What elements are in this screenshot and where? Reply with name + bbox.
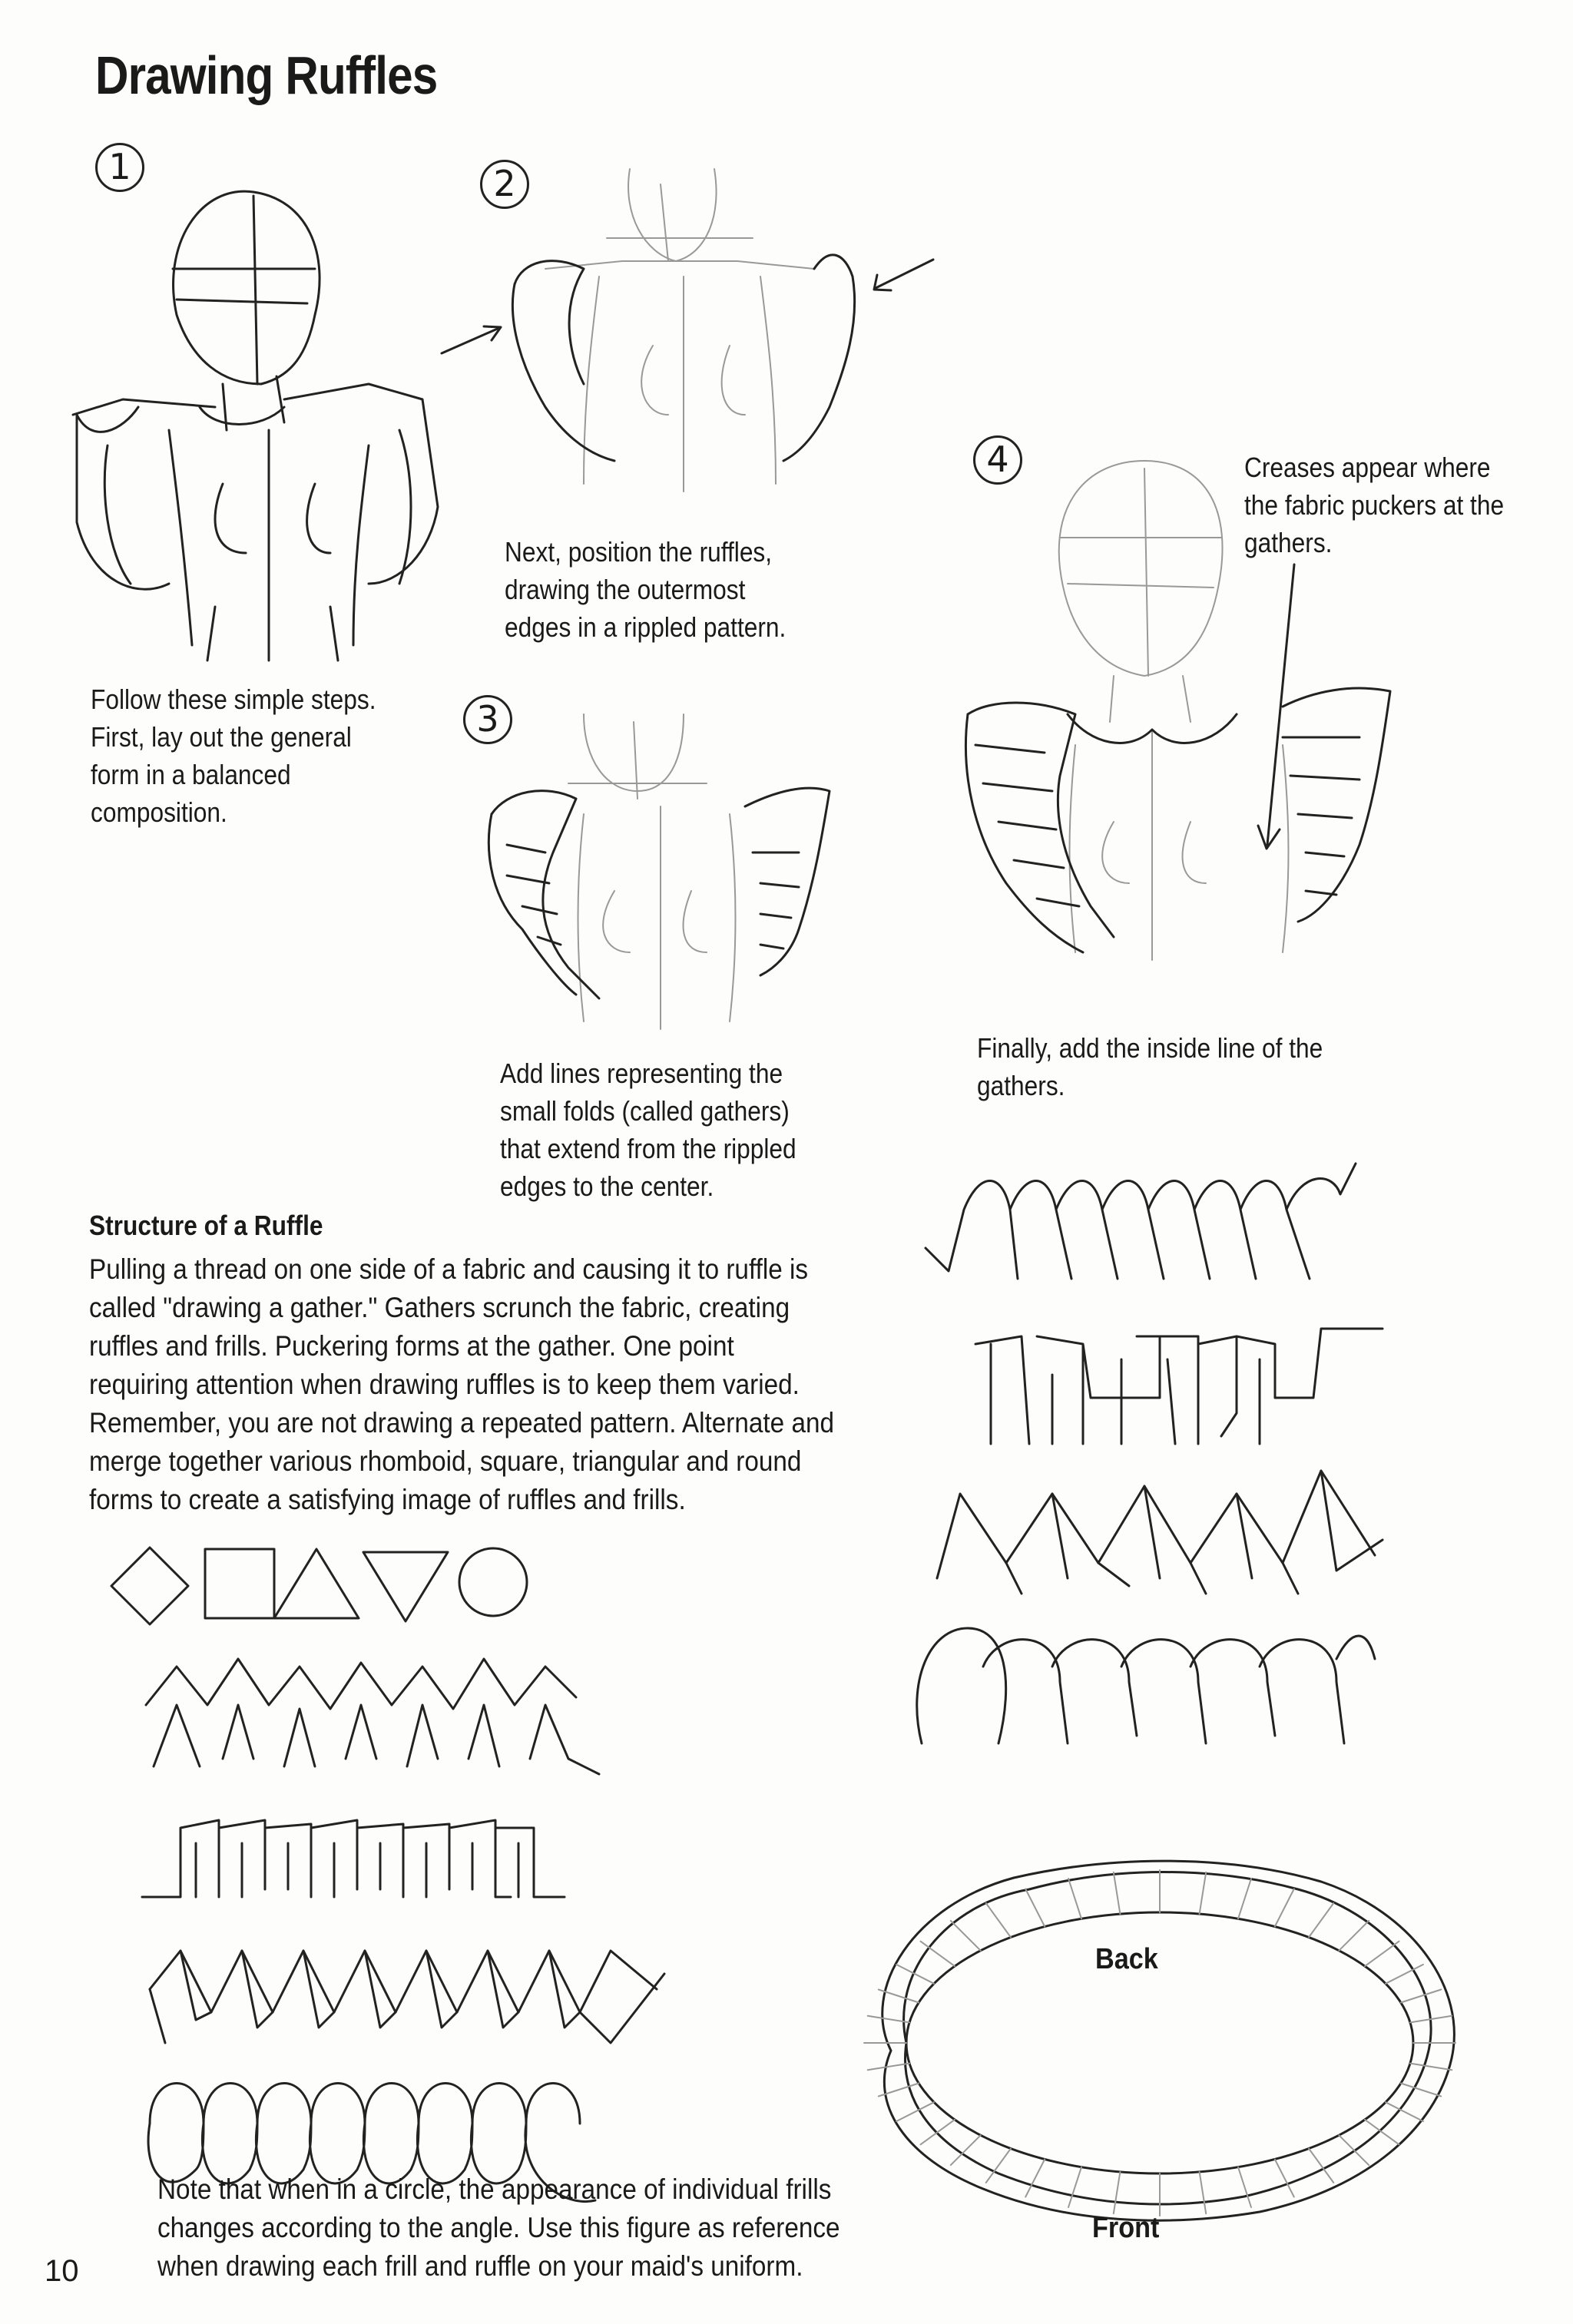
crease-arrow-icon: [1252, 561, 1298, 860]
oval-fold-line: [896, 1965, 934, 1984]
rhombus-icon: [108, 1544, 192, 1628]
step-2-caption-line: drawing the outermost: [505, 574, 746, 605]
oval-fold-line: [921, 2120, 955, 2144]
step-1-number: 1: [95, 143, 144, 192]
oval-fold-line: [1068, 2167, 1081, 2207]
step-4-caption: [977, 1029, 1323, 1104]
oval-fold-line: [1386, 1965, 1423, 1984]
step-3-caption-line: Add lines representing the: [500, 1058, 783, 1089]
oval-ruffle-figure: [845, 1859, 1475, 2227]
oval-fold-line: [1275, 1889, 1294, 1927]
step-1-caption-line: composition.: [91, 796, 227, 828]
step-1-caption-line: First, lay out the general: [91, 721, 352, 753]
oval-fold-line: [1200, 1872, 1207, 1914]
structure-heading: Structure of a Ruffle: [89, 1210, 323, 1241]
oval-label-front: Front: [1092, 2212, 1160, 2244]
ruffle-row-rhomboid: [138, 1644, 614, 1782]
step-3-number: 3: [463, 695, 512, 744]
arrow-left-icon: [438, 319, 507, 365]
ruffle-row-triangle: [134, 1928, 672, 2066]
oval-label-back: Back: [1095, 1943, 1158, 1975]
circle-note-line: changes according to the angle. Use this figure as reference: [157, 2212, 840, 2243]
step-3-caption-line: edges to the center.: [500, 1170, 714, 1202]
oval-fold-line: [1339, 1921, 1369, 1951]
crease-note-line: the fabric puckers at the: [1244, 489, 1505, 521]
step-3-caption-line: small folds (called gathers): [500, 1095, 790, 1127]
page-number: 10: [45, 2254, 79, 2288]
circle-note-line: Note that when in a circle, the appearance of individual frills: [157, 2173, 832, 2205]
circle-note: [157, 2170, 840, 2286]
step-2-number: 2: [480, 160, 529, 209]
oval-fold-line: [1238, 1879, 1251, 1918]
oval-fold-line: [1365, 1942, 1399, 1966]
oval-fold-line: [951, 1921, 981, 1951]
step-1-caption: [91, 680, 376, 831]
step-3-caption: [500, 1054, 796, 1205]
ruffle-row-pointed: [918, 1164, 1379, 1294]
oval-fold-line: [986, 1903, 1011, 1938]
circle-icon: [455, 1544, 532, 1621]
structure-line: called "drawing a gather." Gathers scrunch the fabric, creating: [89, 1292, 790, 1323]
oval-fold-line: [1275, 2160, 1294, 2197]
step-1-figure: [61, 154, 461, 676]
step-4-caption-line: Finally, add the inside line of the: [977, 1032, 1323, 1064]
structure-line: requiring attention when drawing ruffles is to keep them varied.: [89, 1369, 800, 1400]
square-icon: [201, 1545, 278, 1622]
structure-line: Pulling a thread on one side of a fabric and causing it to ruffle is: [89, 1253, 809, 1285]
triangle-icon: [270, 1545, 363, 1622]
structure-line: ruffles and frills. Puckering forms at the gather. One point: [89, 1330, 734, 1362]
step-3-caption-line: that extend from the rippled: [500, 1133, 796, 1164]
structure-line: Remember, you are not drawing a repeated pattern. Alternate and: [89, 1407, 835, 1438]
structure-body: [89, 1250, 834, 1519]
arrow-right-icon: [868, 253, 937, 300]
oval-fold-line: [1410, 2064, 1452, 2071]
crease-note-line: gathers.: [1244, 527, 1333, 558]
step-4-caption-line: gathers.: [977, 1070, 1065, 1101]
page-title: Drawing Ruffles: [95, 45, 438, 105]
inverted-triangle-icon: [359, 1548, 452, 1625]
crease-note: [1244, 449, 1504, 561]
oval-fold-line: [1114, 1872, 1121, 1914]
circle-note-line: when drawing each frill and ruffle on your maid's uniform.: [157, 2250, 803, 2282]
ruffle-row-bubble: [906, 1613, 1383, 1751]
oval-fold-line: [1068, 1879, 1081, 1918]
oval-fold-line: [1401, 1990, 1441, 2003]
structure-line: forms to create a satisfying image of ruffles and frills.: [89, 1484, 686, 1515]
step-4-number: 4: [973, 435, 1022, 485]
step-2-caption: [505, 533, 786, 646]
oval-fold-line: [1114, 2172, 1121, 2213]
step-1-caption-line: form in a balanced: [91, 759, 291, 790]
oval-fold-line: [1025, 1889, 1045, 1927]
step-3-figure: [476, 699, 845, 1037]
oval-fold-line: [1401, 2084, 1441, 2097]
oval-fold-line: [868, 2064, 909, 2071]
crease-note-line: Creases appear where: [1244, 452, 1491, 483]
oval-fold-line: [1025, 2160, 1045, 2197]
structure-line: merge together various rhomboid, square, triangular and round: [89, 1445, 802, 1477]
oval-fold-line: [1238, 2167, 1251, 2207]
step-2-caption-line: edges in a rippled pattern.: [505, 611, 786, 643]
step-2-caption-line: Next, position the ruffles,: [505, 536, 773, 568]
oval-fold-line: [1200, 2172, 1207, 2213]
oval-fold-line: [1309, 1903, 1333, 1938]
ruffle-row-block: [968, 1313, 1383, 1452]
oval-fold-line: [1339, 2135, 1369, 2165]
ruffle-row-spike: [929, 1463, 1390, 1601]
step-1-caption-line: Follow these simple steps.: [91, 684, 376, 715]
ruffle-row-square: [134, 1797, 580, 1920]
